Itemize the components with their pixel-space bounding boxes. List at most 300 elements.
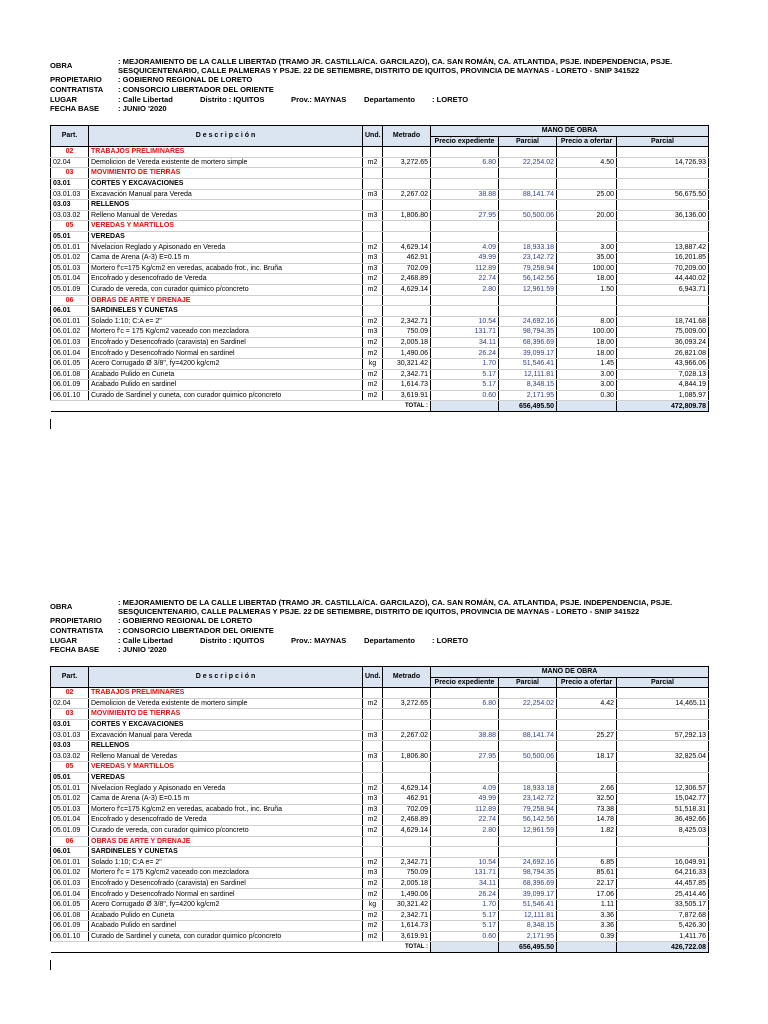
cell-metrado: 702.09 [383,263,431,274]
cell-precio-oferta [557,221,617,232]
cell-parcial-oferta: 25,414.46 [617,889,709,900]
cell-part: 05 [51,762,89,773]
cell-part: 03.01.03 [51,730,89,741]
lugar-value: : Calle Libertad [118,94,173,104]
cell-parcial-expediente [499,847,557,858]
obra-line-2: SESQUICENTENARIO, CALLE PALMERAS Y PSJE. 22 DE SETIEMBRE, DISTRITO DE IQUITOS, PROVINCIA DE MAYNAS - LORETO - SNIP 341522 [118,66,640,75]
table-row [51,730,709,741]
cell-part: 02 [51,688,89,699]
propietario-label: PROPIETARIO [50,75,102,84]
cell-unit [363,295,383,306]
cell-precio-oferta: 25.27 [557,730,617,741]
cell-parcial-expediente [499,741,557,752]
cell-metrado [383,200,431,211]
cell-parcial-oferta [617,762,709,773]
cell-unit: m3 [363,730,383,741]
table-row [51,825,709,836]
table-row [51,857,709,868]
cell-unit: m2 [363,242,383,253]
cell-parcial-oferta: 14,465.11 [617,698,709,709]
cell-parcial-oferta [617,295,709,306]
cell-metrado: 30,321.42 [383,359,431,370]
cell-metrado [383,719,431,730]
col-und-header: Und. [363,126,383,147]
cell-parcial-expediente: 98,794.35 [499,868,557,879]
section-row [51,178,709,189]
cell-metrado: 3,272.65 [383,698,431,709]
cell-precio-oferta: 100.00 [557,327,617,338]
cell-precio-oferta: 18.17 [557,751,617,762]
cell-parcial-oferta [617,200,709,211]
cell-precio-expediente: 5.17 [431,369,499,380]
col-desc-header: D e s c r i p c i ó n [89,126,363,147]
cell-precio-oferta: 3.00 [557,242,617,253]
cell-precio-expediente: 26.24 [431,889,499,900]
cell-precio-oferta: 100.00 [557,263,617,274]
section-row [51,221,709,232]
cell-unit: m2 [363,910,383,921]
table-row [51,380,709,391]
cell-unit: m2 [363,783,383,794]
cell-description: VEREDAS [89,772,363,783]
cell-unit: m2 [363,274,383,285]
cell-precio-oferta: 1.50 [557,284,617,295]
cell-precio-expediente: 5.17 [431,921,499,932]
table-row [51,794,709,805]
cell-precio-expediente [431,709,499,720]
cell-unit [363,762,383,773]
cell-metrado: 4,629.14 [383,783,431,794]
cell-precio-oferta: 3.36 [557,921,617,932]
departamento-label: Departamento [364,94,416,104]
cell-description: Demolicion de Vereda existente de mortero simple [89,698,363,709]
cell-part: 05.01 [51,231,89,242]
cell-precio-expediente: 131.71 [431,327,499,338]
cell-parcial-expediente: 56,142.56 [499,274,557,285]
cell-part: 06.01.04 [51,348,89,359]
cell-parcial-expediente [499,762,557,773]
cell-unit: m2 [363,390,383,401]
cell-unit: m3 [363,210,383,221]
cell-unit: m3 [363,794,383,805]
cell-part: 03 [51,168,89,179]
cell-parcial-oferta: 43,966.06 [617,359,709,370]
cell-precio-oferta: 0.30 [557,390,617,401]
cell-precio-expediente [431,772,499,783]
cell-unit [363,221,383,232]
table-row [51,359,709,370]
table-row [51,369,709,380]
cell-metrado [383,306,431,317]
cell-description: Curado de Sardinel y cuneta, con curador quimico p/concreto [89,931,363,942]
cell-metrado [383,231,431,242]
cell-parcial-oferta: 4,844.19 [617,380,709,391]
cell-description: Encofrado y desencofrado de Vereda [89,815,363,826]
page-border-stub [50,960,51,970]
table-row [51,910,709,921]
col-parcial-header: Parcial [499,677,557,688]
cell-precio-expediente: 26.24 [431,348,499,359]
cell-metrado: 1,806.80 [383,210,431,221]
cell-precio-oferta: 8.00 [557,316,617,327]
distrito-value: Distrito : IQUITOS [200,94,265,104]
cell-description: CORTES Y EXCAVACIONES [89,178,363,189]
cell-precio-expediente [431,762,499,773]
cell-parcial-expediente [499,200,557,211]
cell-part: 06.01.05 [51,900,89,911]
provincia-value: Prov.: MAYNAS [291,94,347,104]
departamento-value: : LORETO [432,94,469,104]
cell-precio-oferta [557,762,617,773]
cell-description: Acabado Pulido en Cuneta [89,369,363,380]
cell-part: 05.01.01 [51,783,89,794]
cell-parcial-expediente: 23,142.72 [499,794,557,805]
cell-precio-oferta: 18.00 [557,348,617,359]
distrito-value: Distrito : IQUITOS [200,635,265,645]
cell-parcial-expediente [499,306,557,317]
table-row [51,889,709,900]
section-row [51,719,709,730]
cell-precio-oferta: 32.50 [557,794,617,805]
cell-precio-oferta [557,231,617,242]
cell-part: 03.03 [51,741,89,752]
col-precio-oferta-header: Precio a ofertar [557,136,617,147]
cell-parcial-oferta: 18,741.68 [617,316,709,327]
cell-part: 03.01 [51,719,89,730]
table-row [51,210,709,221]
cell-unit: m2 [363,369,383,380]
cell-metrado: 2,468.89 [383,274,431,285]
cell-unit [363,306,383,317]
cell-parcial-expediente [499,719,557,730]
cell-precio-expediente [431,306,499,317]
cell-unit: m3 [363,327,383,338]
departamento-value: : LORETO [432,635,469,645]
cell-description: SARDINELES Y CUNETAS [89,847,363,858]
cell-part: 05.01.03 [51,804,89,815]
cell-description: Mortero f'c = 175 Kg/cm2 vaceado con mezcladora [89,327,363,338]
cell-precio-expediente [431,168,499,179]
cell-description: Nivelacion Reglado y Apisonado en Vereda [89,783,363,794]
cell-metrado: 702.09 [383,804,431,815]
table-row [51,900,709,911]
cell-parcial-expediente: 18,933.18 [499,242,557,253]
section-row [51,741,709,752]
cell-precio-expediente: 22.74 [431,815,499,826]
cell-parcial-expediente: 79,258.94 [499,804,557,815]
section-row [51,295,709,306]
cell-precio-oferta [557,200,617,211]
cell-parcial-oferta: 5,426.30 [617,921,709,932]
cell-unit: m3 [363,189,383,200]
cell-precio-expediente [431,147,499,158]
cell-parcial-expediente: 88,141.74 [499,730,557,741]
cell-description: SARDINELES Y CUNETAS [89,306,363,317]
cell-precio-oferta: 73.38 [557,804,617,815]
mano-obra-header: MANO DE OBRA [431,126,709,137]
cell-parcial-expediente: 98,794.35 [499,327,557,338]
cell-part: 05.01.09 [51,284,89,295]
cell-parcial-oferta: 1,085.97 [617,390,709,401]
budget-table [50,666,709,953]
cell-metrado [383,772,431,783]
cell-parcial-oferta: 13,887.42 [617,242,709,253]
cell-part: 05.01 [51,772,89,783]
cell-metrado [383,709,431,720]
cell-part: 03.03 [51,200,89,211]
cell-precio-oferta [557,836,617,847]
total-expediente: 656,495.50 [499,401,557,412]
obra-label: OBRA [50,602,73,611]
cell-precio-expediente: 2.80 [431,825,499,836]
cell-precio-oferta: 1.82 [557,825,617,836]
col-parcial2-header: Parcial [617,136,709,147]
cell-description: Excavación Manual para Vereda [89,189,363,200]
cell-precio-expediente: 2.80 [431,284,499,295]
section-row [51,147,709,158]
cell-parcial-oferta: 75,009.00 [617,327,709,338]
cell-parcial-expediente: 68,396.69 [499,878,557,889]
cell-description: RELLENOS [89,741,363,752]
cell-description: Solado 1:10; C:A e= 2" [89,857,363,868]
cell-precio-expediente: 27.95 [431,751,499,762]
cell-metrado: 3,619.91 [383,390,431,401]
fecha-base-value: : JUNIO '2020 [118,104,167,113]
section-row [51,688,709,699]
cell-parcial-oferta [617,772,709,783]
cell-metrado: 750.09 [383,868,431,879]
table-row [51,274,709,285]
cell-part: 06.01.03 [51,878,89,889]
cell-precio-oferta [557,847,617,858]
cell-parcial-oferta [617,221,709,232]
cell-part: 05.01.03 [51,263,89,274]
cell-part: 05.01.04 [51,274,89,285]
cell-precio-expediente: 4.09 [431,242,499,253]
cell-metrado: 462.91 [383,794,431,805]
section-row [51,200,709,211]
cell-part: 03.01.03 [51,189,89,200]
cell-precio-expediente: 22.74 [431,274,499,285]
cell-precio-oferta [557,168,617,179]
cell-description: VEREDAS Y MARTILLOS [89,762,363,773]
cell-parcial-oferta [617,168,709,179]
cell-part: 06 [51,295,89,306]
cell-part: 06.01.09 [51,921,89,932]
mano-obra-header: MANO DE OBRA [431,667,709,678]
lugar-label: LUGAR [50,635,77,645]
section-row [51,709,709,720]
total-oferta: 472,809.78 [617,401,709,412]
cell-part: 02.04 [51,157,89,168]
cell-part: 03 [51,709,89,720]
cell-parcial-expediente: 79,258.94 [499,263,557,274]
cell-parcial-expediente: 2,171.95 [499,931,557,942]
cell-precio-expediente: 1.70 [431,900,499,911]
cell-parcial-expediente [499,221,557,232]
cell-description: OBRAS DE ARTE Y DRENAJE [89,295,363,306]
table-row [51,751,709,762]
cell-description: Cama de Arena (A-3) E=0.15 m [89,253,363,264]
cell-part: 06.01.02 [51,868,89,879]
cell-part: 06.01.01 [51,316,89,327]
propietario-label: PROPIETARIO [50,616,102,625]
cell-unit: m3 [363,263,383,274]
cell-parcial-expediente [499,231,557,242]
cell-precio-expediente: 0.60 [431,931,499,942]
col-precio-exp-header: Precio expediente [431,677,499,688]
cell-metrado: 2,468.89 [383,815,431,826]
cell-parcial-oferta [617,306,709,317]
cell-parcial-oferta: 57,292.13 [617,730,709,741]
cell-parcial-expediente: 18,933.18 [499,783,557,794]
cell-unit: m2 [363,921,383,932]
table-row [51,390,709,401]
cell-parcial-oferta [617,688,709,699]
cell-metrado [383,847,431,858]
cell-precio-oferta [557,719,617,730]
cell-parcial-oferta: 51,518.31 [617,804,709,815]
cell-description: Acabado Pulido en sardinel [89,921,363,932]
cell-metrado: 2,342.71 [383,910,431,921]
cell-metrado: 4,629.14 [383,825,431,836]
cell-parcial-oferta: 6,943.71 [617,284,709,295]
cell-precio-oferta: 3.00 [557,369,617,380]
cell-unit [363,847,383,858]
cell-precio-oferta: 35.00 [557,253,617,264]
cell-parcial-oferta: 56,675.50 [617,189,709,200]
cell-parcial-expediente: 12,111.81 [499,369,557,380]
cell-part: 03.01 [51,178,89,189]
cell-precio-oferta: 1.11 [557,900,617,911]
table-row [51,242,709,253]
cell-parcial-expediente: 88,141.74 [499,189,557,200]
cell-description: RELLENOS [89,200,363,211]
budget-table [50,125,709,412]
cell-unit: m2 [363,380,383,391]
cell-precio-oferta [557,147,617,158]
cell-parcial-oferta: 36,136.00 [617,210,709,221]
obra-line-2: SESQUICENTENARIO, CALLE PALMERAS Y PSJE. 22 DE SETIEMBRE, DISTRITO DE IQUITOS, PROVINCIA DE MAYNAS - LORETO - SNIP 341522 [118,607,640,616]
cell-parcial-expediente [499,178,557,189]
cell-description: Demolicion de Vereda existente de mortero simple [89,157,363,168]
table-row [51,815,709,826]
total-oferta: 426,722.08 [617,942,709,953]
cell-unit: m2 [363,931,383,942]
cell-metrado [383,221,431,232]
cell-parcial-oferta [617,847,709,858]
cell-unit: m2 [363,825,383,836]
cell-parcial-expediente: 39,099.17 [499,889,557,900]
cell-parcial-oferta [617,719,709,730]
cell-precio-oferta: 18.00 [557,337,617,348]
contratista-label: CONTRATISTA [50,625,104,635]
cell-unit: m3 [363,253,383,264]
section-row [51,847,709,858]
col-metrado-header: Metrado [383,126,431,147]
cell-parcial-expediente: 51,546.41 [499,900,557,911]
cell-precio-oferta: 22.17 [557,878,617,889]
cell-unit [363,200,383,211]
cell-precio-oferta: 6.85 [557,857,617,868]
cell-part: 02 [51,147,89,158]
cell-unit [363,709,383,720]
cell-unit [363,772,383,783]
cell-precio-oferta: 18.00 [557,274,617,285]
cell-precio-expediente: 112.89 [431,263,499,274]
cell-description: Relleno Manual de Veredas [89,210,363,221]
table-row [51,878,709,889]
cell-unit: kg [363,359,383,370]
cell-description: CORTES Y EXCAVACIONES [89,719,363,730]
cell-unit: m3 [363,751,383,762]
departamento-label: Departamento [364,635,416,645]
cell-parcial-oferta: 1,411.76 [617,931,709,942]
cell-parcial-oferta [617,836,709,847]
cell-description: Relleno Manual de Veredas [89,751,363,762]
cell-description: VEREDAS Y MARTILLOS [89,221,363,232]
cell-description: TRABAJOS PRELIMINARES [89,147,363,158]
lugar-value: : Calle Libertad [118,635,173,645]
cell-precio-expediente: 5.17 [431,380,499,391]
col-parcial2-header: Parcial [617,677,709,688]
cell-precio-expediente: 27.95 [431,210,499,221]
cell-part: 05.01.09 [51,825,89,836]
cell-parcial-oferta [617,231,709,242]
cell-precio-oferta: 14.78 [557,815,617,826]
cell-unit: m2 [363,857,383,868]
col-part-header: Part. [51,126,89,147]
cell-parcial-oferta: 12,306.57 [617,783,709,794]
table-row [51,253,709,264]
cell-description: Acero Corrugado Ø 3/8", fy=4200 kg/cm2 [89,359,363,370]
table-row [51,337,709,348]
page-border-stub [50,419,51,429]
cell-part: 03.03.02 [51,210,89,221]
cell-precio-oferta: 3.36 [557,910,617,921]
section-row [51,168,709,179]
cell-metrado: 2,342.71 [383,369,431,380]
cell-parcial-expediente: 50,500.06 [499,210,557,221]
cell-part: 02.04 [51,698,89,709]
cell-precio-expediente: 34.11 [431,337,499,348]
contratista-value: : CONSORCIO LIBERTADOR DEL ORIENTE [118,84,274,94]
cell-metrado: 30,321.42 [383,900,431,911]
cell-precio-expediente: 49.99 [431,253,499,264]
cell-parcial-expediente: 39,099.17 [499,348,557,359]
cell-unit [363,231,383,242]
cell-part: 06.01.10 [51,931,89,942]
cell-description: VEREDAS [89,231,363,242]
cell-precio-oferta: 0.39 [557,931,617,942]
cell-part: 06.01.09 [51,380,89,391]
cell-metrado [383,178,431,189]
col-metrado-header: Metrado [383,667,431,688]
cell-parcial-expediente [499,772,557,783]
cell-parcial-expediente [499,295,557,306]
col-parcial-header: Parcial [499,136,557,147]
cell-description: Encofrado y Desencofrado Normal en sardinel [89,348,363,359]
col-desc-header: D e s c r i p c i ó n [89,667,363,688]
cell-precio-expediente [431,741,499,752]
cell-parcial-expediente: 2,171.95 [499,390,557,401]
cell-precio-expediente: 34.11 [431,878,499,889]
cell-metrado: 2,267.02 [383,189,431,200]
cell-parcial-expediente: 22,254.02 [499,157,557,168]
cell-precio-expediente [431,688,499,699]
cell-description: Nivelacion Reglado y Apisonado en Vereda [89,242,363,253]
cell-precio-expediente [431,847,499,858]
